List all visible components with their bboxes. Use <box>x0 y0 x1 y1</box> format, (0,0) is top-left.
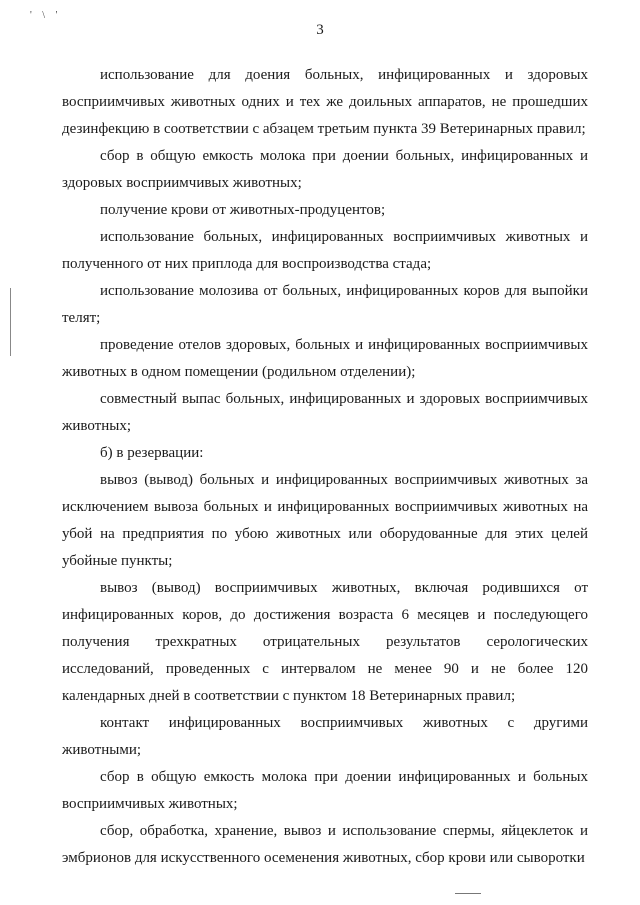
paragraph-7: совместный выпас больных, инфицированных и здоровых восприимчивых животных; <box>62 391 588 434</box>
document-body <box>62 62 588 872</box>
section-heading-b: б) в резервации: <box>100 445 204 461</box>
paragraph-11: контакт инфицированных восприимчивых животных с другими животными; <box>62 715 588 758</box>
page-number: 3 <box>316 22 324 38</box>
paragraph-10: вывоз (вывод) восприимчивых животных, включая родившихся от инфицированных коров, до достижения возраста 6 месяцев и последующего получения трехкратных отрицательных результатов серологических исследований, проведенных с интервалом не менее 90 и не более 120 календарных дней в соответствии с пунктом 18 Ветеринарных правил; <box>62 580 588 704</box>
paragraph-9: вывоз (вывод) больных и инфицированных восприимчивых животных за исключением вывоза больных и инфицированных восприимчивых животных на убой на предприятия по убою животных или оборудованные для этих целей убойные пункты; <box>62 472 588 569</box>
paragraph-1: использование для доения больных, инфицированных и здоровых восприимчивых животных одних и тех же доильных аппаратов, не прошедших дезинфекцию в соответствии с абзацем третьим пункта 39 Ветеринарных правил; <box>62 67 588 137</box>
paragraph-4: использование больных, инфицированных восприимчивых животных и полученного от них приплода для воспроизводства стада; <box>62 229 588 272</box>
footer-dash <box>455 893 481 894</box>
paragraph-6: проведение отелов здоровых, больных и инфицированных восприимчивых животных в одном помещении (родильном отделении); <box>62 337 588 380</box>
scan-corner-marks: ' \ ' <box>30 10 62 21</box>
scan-margin-line <box>10 288 11 356</box>
paragraph-3: получение крови от животных-продуцентов; <box>100 202 386 218</box>
paragraph-12: сбор в общую емкость молока при доении инфицированных и больных восприимчивых животных; <box>62 769 588 812</box>
paragraph-13: сбор, обработка, хранение, вывоз и использование спермы, яйцеклеток и эмбрионов для искусственного осеменения животных, сбор крови или сыворотки <box>62 823 588 866</box>
paragraph-2: сбор в общую емкость молока при доении больных, инфицированных и здоровых восприимчивых животных; <box>62 148 588 191</box>
paragraph-5: использование молозива от больных, инфицированных коров для выпойки телят; <box>62 283 588 326</box>
